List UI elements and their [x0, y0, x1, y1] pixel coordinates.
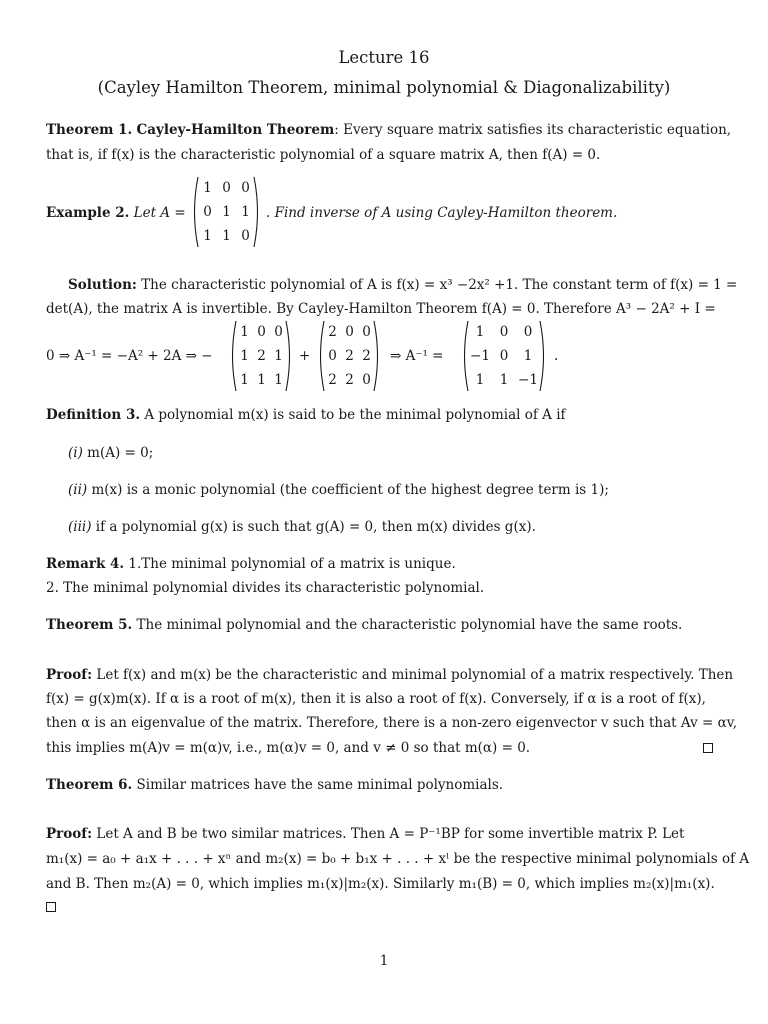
matrix-cell: 1: [222, 228, 231, 244]
matrix-cell: 0: [257, 324, 266, 340]
solution-text-2: det(A), the matrix A is invertible. By Cayley-Hamilton Theorem f(A) = 0. Therefore A³ − 2A² + I =: [46, 301, 716, 317]
solution-end: .: [554, 348, 559, 364]
matrix-cell: 1: [203, 228, 212, 244]
proof-6-label: Proof:: [46, 826, 93, 842]
matrix-cell: 1: [222, 204, 231, 220]
proof-5-line-1: [46, 666, 734, 684]
proof-6-text-2: m₁(x) = a₀ + a₁x + . . . + xⁿ and m₂(x) = b₀ + b₁x + . . . + xˡ be the respective minimal polynomials of A: [46, 851, 750, 867]
item-number: (iii): [68, 519, 92, 535]
theorem-5-label: Theorem 5.: [46, 617, 133, 633]
theorem-1-text-2: that is, if f(x) is the characteristic polynomial of a square matrix A, then f(A) = 0.: [46, 147, 601, 163]
proof-5-label: Proof:: [46, 667, 93, 683]
matrix-cell: 0: [499, 348, 509, 364]
matrix-cell: 0: [203, 204, 212, 220]
matrix-cell: 2: [328, 324, 337, 340]
matrix-cell: 2: [345, 372, 354, 388]
proof-5-text-4: this implies m(A)v = m(α)v, i.e., m(α)v = 0, and v ≠ 0 so that m(α) = 0.: [46, 740, 531, 756]
matrix-cell: 0: [499, 324, 509, 340]
matrix-cell: 1: [499, 372, 509, 388]
proof-6-text-1: Let A and B be two similar matrices. Then A = P⁻¹BP for some invertible matrix P. Let: [96, 826, 685, 842]
matrix-cell: 0: [523, 324, 533, 340]
proof-6-line-1: [46, 825, 722, 843]
definition-3-item-2: [68, 481, 609, 499]
theorem-1-name: Cayley-Hamilton Theorem: [136, 122, 335, 138]
example-2-label: Example 2.: [46, 205, 130, 221]
item-number: (i): [68, 445, 83, 461]
qed-square: [703, 743, 713, 753]
theorem-6-line: [46, 776, 722, 794]
theorem-6-text: Similar matrices have the same minimal polynomials.: [136, 777, 504, 793]
theorem-1-text-1: : Every square matrix satisfies its characteristic equation,: [334, 122, 732, 138]
definition-3-item-1: [68, 444, 153, 462]
example-2-matrix: [190, 176, 262, 248]
solution-implies: ⇒ A⁻¹ =: [390, 348, 444, 364]
proof-5-text-2: f(x) = g(x)m(x). If α is a root of m(x), then it is also a root of f(x). Conversely, if α is a root of f(x),: [46, 691, 706, 707]
matrix-cell: 1: [240, 348, 249, 364]
example-2-text: . Find inverse of A using Cayley-Hamilton theorem.: [266, 205, 618, 221]
matrix-cell: 0: [362, 372, 371, 388]
lecture-subtitle: (Cayley Hamilton Theorem, minimal polynomial & Diagonalizability): [97, 78, 671, 97]
matrix-cell: 0: [345, 324, 354, 340]
matrix-cell: −1: [470, 348, 490, 364]
matrix-cell: 1: [203, 180, 212, 196]
matrix-cell: 0: [241, 180, 250, 196]
matrix-cell: 1: [240, 324, 249, 340]
matrix-cell: 0: [328, 348, 337, 364]
matrix-cell: 1: [475, 324, 485, 340]
remark-4-line-1: [46, 555, 722, 573]
solution-text-1: The characteristic polynomial of A is f(x) = x³ −2x² +1. The constant term of f(x) = 1 =: [141, 277, 738, 293]
lecture-title: Lecture 16: [338, 48, 430, 67]
example-2-let: Let A =: [133, 205, 186, 221]
solution-matrix-3: [460, 320, 548, 392]
remark-4-label: Remark 4.: [46, 556, 125, 572]
matrix-cell: 2: [362, 348, 371, 364]
matrix-cell: 1: [241, 204, 250, 220]
solution-eq-prefix: 0 ⇒ A⁻¹ = −A² + 2A ⇒ −: [46, 348, 213, 364]
theorem-1-label: Theorem 1.: [46, 122, 133, 138]
proof-5-text-3: then α is an eigenvalue of the matrix. Therefore, there is a non-zero eigenvector v such that Av = αv,: [46, 715, 738, 731]
matrix-cell: 1: [257, 372, 266, 388]
item-text: m(x) is a monic polynomial (the coefficient of the highest degree term is 1);: [91, 482, 609, 498]
matrix-cell: 2: [345, 348, 354, 364]
solution-label: Solution:: [68, 277, 137, 293]
theorem-5-line: [46, 616, 722, 634]
definition-3-item-3: [68, 518, 536, 536]
item-text: m(A) = 0;: [87, 445, 154, 461]
definition-3-line: [46, 406, 722, 424]
item-text: if a polynomial g(x) is such that g(A) = 0, then m(x) divides g(x).: [95, 519, 536, 535]
matrix-cell: 0: [362, 324, 371, 340]
theorem-6-label: Theorem 6.: [46, 777, 133, 793]
qed-square: [46, 902, 56, 912]
example-2-lead: [46, 204, 186, 222]
matrix-cell: 0: [274, 324, 283, 340]
definition-3-text: A polynomial m(x) is said to be the minimal polynomial of A if: [144, 407, 566, 423]
matrix-cell: 1: [274, 372, 283, 388]
item-number: (ii): [68, 482, 88, 498]
matrix-cell: 1: [523, 348, 533, 364]
matrix-cell: 0: [241, 228, 250, 244]
solution-plus: +: [299, 348, 311, 364]
remark-4-text-1: 1.The minimal polynomial of a matrix is unique.: [128, 556, 456, 572]
matrix-cell: 2: [257, 348, 266, 364]
solution-line-1: [68, 276, 738, 294]
solution-matrix-1: [228, 320, 294, 392]
matrix-cell: −1: [518, 372, 538, 388]
matrix-cell: 2: [328, 372, 337, 388]
matrix-cell: 1: [240, 372, 249, 388]
theorem-5-text: The minimal polynomial and the characteristic polynomial have the same roots.: [136, 617, 683, 633]
proof-6-text-3: and B. Then m₂(A) = 0, which implies m₁(x)|m₂(x). Similarly m₁(B) = 0, which implies m₂(x)|m₁(x).: [46, 876, 715, 892]
proof-5-text-1: Let f(x) and m(x) be the characteristic and minimal polynomial of a matrix respectively. Then: [96, 667, 734, 683]
matrix-cell: 1: [475, 372, 485, 388]
remark-4-text-2: 2. The minimal polynomial divides its characteristic polynomial.: [46, 580, 485, 596]
definition-3-label: Definition 3.: [46, 407, 141, 423]
theorem-1-line-1: [46, 121, 732, 139]
page-number: 1: [379, 953, 389, 969]
matrix-cell: 1: [274, 348, 283, 364]
solution-matrix-2: [316, 320, 382, 392]
matrix-cell: 0: [222, 180, 231, 196]
